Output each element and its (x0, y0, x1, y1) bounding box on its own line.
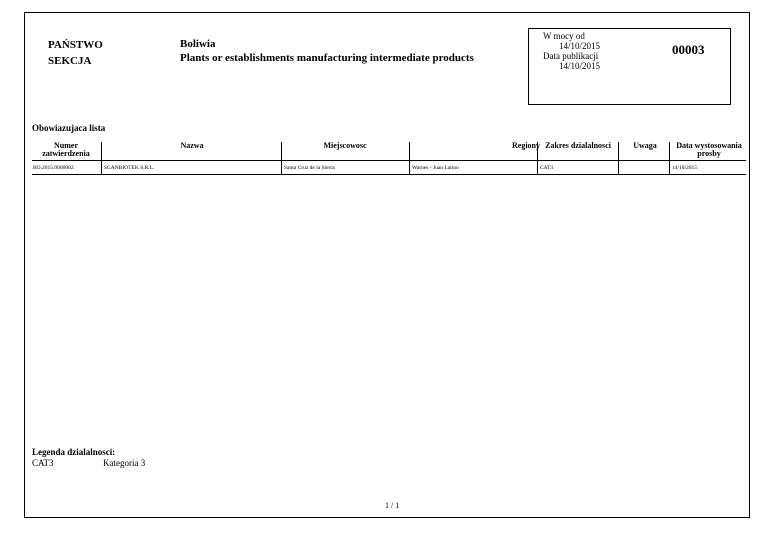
header-title (180, 37, 474, 65)
page-number: 1 / 1 (385, 501, 400, 510)
column-divider (618, 142, 619, 175)
column-divider (409, 142, 410, 175)
column-divider (669, 142, 670, 175)
country-name: Boliwia (180, 38, 216, 50)
col-header-region: Regiony (512, 141, 540, 150)
section-title: Plants or establishments manufacturing intermediate products (180, 52, 474, 64)
col-header-activity: Zakres dzialalnosci (545, 141, 611, 150)
col-header-request-date: Data wystosowania prosby (676, 141, 742, 158)
col-header-name: Nazwa (180, 141, 204, 150)
cell-name: SCANBIOTEK S.R.L. (104, 165, 155, 171)
col-header-remark: Uwaga (633, 141, 657, 150)
header-section-label: SEKCJA (48, 55, 92, 67)
cell-region: Warnes - Juan Latino (412, 165, 459, 171)
column-divider (281, 142, 282, 175)
date-box (528, 28, 731, 105)
date-info (543, 31, 600, 71)
header-state-label: PAŃSTWO (48, 39, 103, 51)
column-divider (537, 142, 538, 175)
col-header-number: Numer zatwierdzenia (42, 141, 90, 158)
column-divider (101, 142, 102, 175)
valid-from-date: 14/10/2015 (559, 41, 601, 51)
row-rule (32, 174, 746, 175)
legend-code: CAT3 (32, 458, 54, 468)
col-header-locality: Miejscowosc (323, 141, 367, 150)
header-left (48, 37, 103, 69)
list-label: Obowiazujaca lista (32, 123, 106, 133)
legend-label: Kategoria 3 (103, 458, 146, 468)
cell-locality: Santa Cruz de la Sierra (284, 165, 335, 171)
document-number: 00003 (672, 42, 705, 57)
cell-request-date: 14/10/2015 (672, 165, 698, 171)
publication-label: Data publikacji (543, 51, 599, 61)
valid-from-label: W mocy od (543, 31, 585, 41)
publication-date: 14/10/2015 (559, 61, 601, 71)
cell-number: BO.2015.0000002 (33, 165, 74, 171)
header-rule (32, 160, 746, 161)
cell-activity: CAT3 (540, 165, 554, 171)
legend-title: Legenda dzialalnosci: (32, 447, 116, 457)
